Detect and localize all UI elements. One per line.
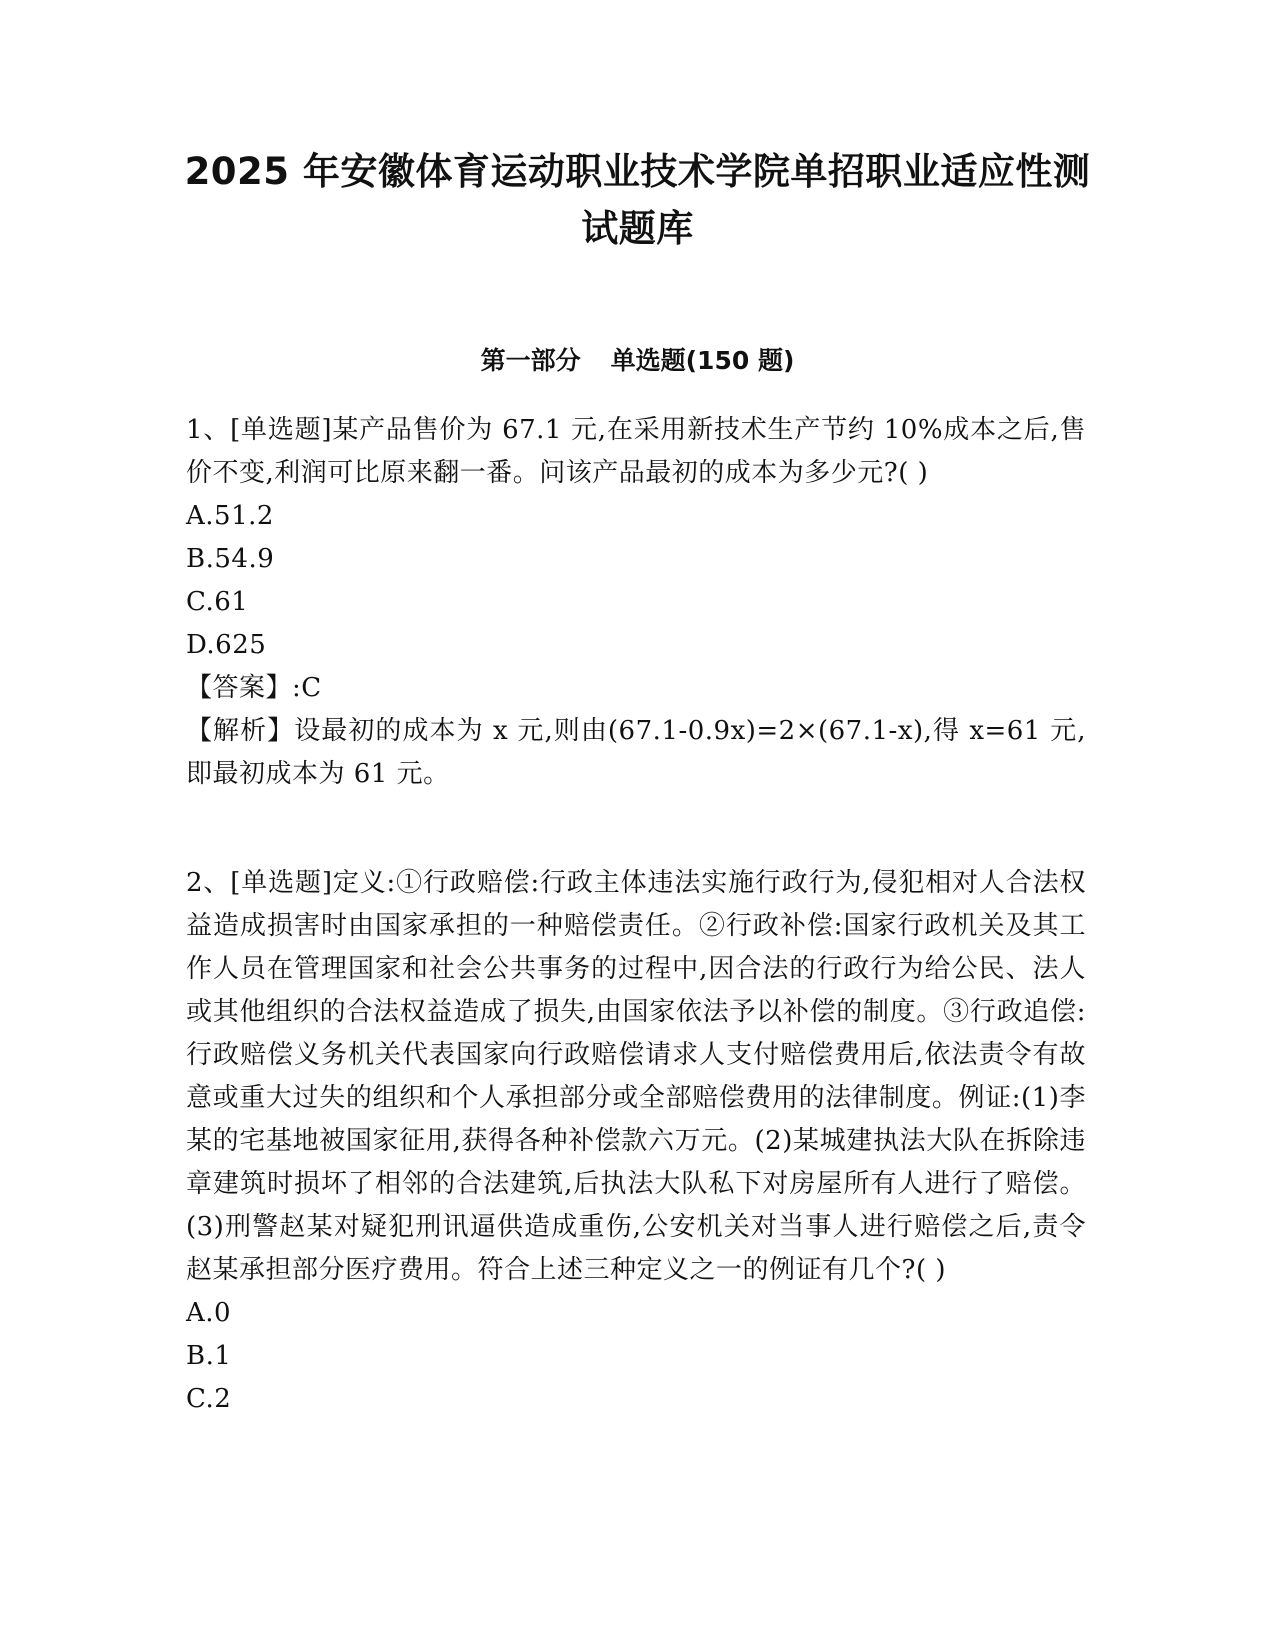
option-c: C.61 <box>186 587 249 617</box>
option-c: C.2 <box>186 1384 232 1414</box>
question-stem: 2、[单选题]定义:①行政赔偿:行政主体违法实施行政行为,侵犯相对人合法权益造成损害时由国家承担的一种赔偿责任。②行政补偿:国家行政机关及其工作人员在管理国家和社会公共事务的过程中,因合法的行政行为给公民、法人或其他组织的合法权益造成了损失,由国家依法予以补偿的制度。③行政追偿:行政赔偿义务机关代表国家向行政赔偿请求人支付赔偿费用后,依法责令有故意或重大过失的组织和个人承担部分或全部赔偿费用的法律制度。例证:(1)李某的宅基地被国家征用,获得各种补偿款六万元。(2)某城建执法大队在拆除违章建筑时损坏了相邻的合法建筑,后执法大队私下对房屋所有人进行了赔偿。(3)刑警赵某对疑犯刑讯逼供造成重伤,公安机关对当事人进行赔偿之后,责令赵某承担部分医疗费用。符合上述三种定义之一的例证有几个?( ) <box>186 868 1086 1285</box>
title-line-2: 试题库 <box>581 207 694 250</box>
analysis-tag: 【解析】 <box>186 716 295 746</box>
option-d: D.625 <box>186 630 267 660</box>
answer-tag: 【答案】 <box>186 673 293 703</box>
option-a: A.0 <box>186 1298 232 1328</box>
section-part: 第一部分 <box>480 346 581 375</box>
question-2 <box>186 862 1086 1421</box>
option-b: B.54.9 <box>186 544 275 574</box>
section-heading <box>150 344 1125 378</box>
section-name: 单选题(150 题) <box>610 346 795 375</box>
answer-value: :C <box>292 673 322 703</box>
analysis-text: 设最初的成本为 x 元,则由(67.1-0.9x)=2×(67.1-x),得 x=61 元,即最初成本为 61 元。 <box>186 716 1086 789</box>
title-line-1: 2025 年安徽体育运动职业技术学院单招职业适应性测 <box>184 150 1091 193</box>
document-title <box>150 143 1125 257</box>
question-stem: 1、[单选题]某产品售价为 67.1 元,在采用新技术生产节约 10%成本之后,售价不变,利润可比原来翻一番。问该产品最初的成本为多少元?( ) <box>186 415 1086 488</box>
option-b: B.1 <box>186 1341 232 1371</box>
analysis-line <box>186 710 1086 796</box>
question-1 <box>186 409 1086 796</box>
answer-line <box>186 667 1086 710</box>
option-a: A.51.2 <box>186 501 274 531</box>
